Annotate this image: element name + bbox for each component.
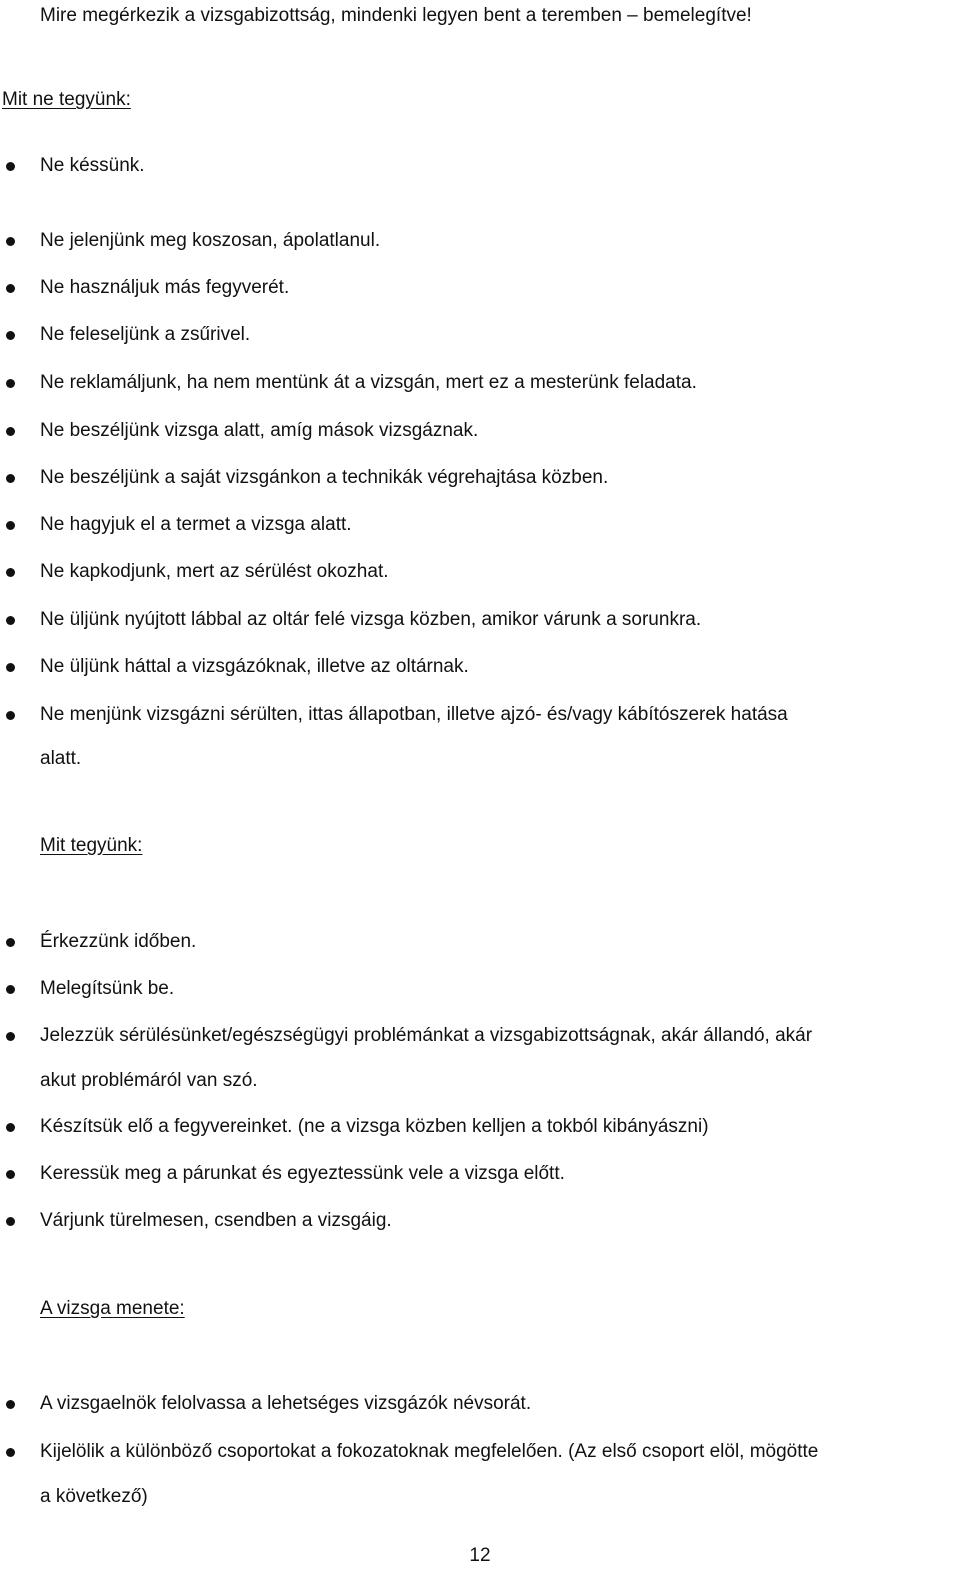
- bullet-icon: [6, 1448, 15, 1457]
- bullet-icon: [6, 985, 15, 994]
- list-item-text: Ne menjünk vizsgázni sérülten, ittas állapotban, illetve ajzó- és/vagy kábítószerek hatása: [40, 704, 788, 725]
- bullet-icon: [6, 331, 15, 340]
- list-item-text: Ne üljünk háttal a vizsgázóknak, illetve az oltárnak.: [40, 656, 469, 677]
- list-item: [0, 1116, 960, 1140]
- list-item-text: Ne feleseljünk a zsűrivel.: [40, 324, 251, 345]
- section-heading-dont: Mit ne tegyünk:: [2, 89, 131, 110]
- list-item-text: Érkezzünk időben.: [40, 931, 197, 952]
- list-item-text: Ne üljünk nyújtott lábbal az oltár felé vizsga közben, amikor várunk a sorunkra.: [40, 609, 702, 630]
- list-item-text: Ne késsünk.: [40, 155, 145, 176]
- list-item: [0, 277, 960, 301]
- list-item-text: A vizsgaelnök felolvassa a lehetséges vizsgázók névsorát.: [40, 1393, 532, 1414]
- list-item-text: Várjunk türelmesen, csendben a vizsgáig.: [40, 1210, 392, 1231]
- intro-text: Mire megérkezik a vizsgabizottság, mindenki legyen bent a teremben – bemelegítve!: [40, 5, 752, 26]
- bullet-icon: [6, 568, 15, 577]
- bullet-icon: [6, 1170, 15, 1179]
- list-item-text: Ne reklamáljunk, ha nem mentünk át a vizsgán, mert ez a mesterünk feladata.: [40, 372, 697, 393]
- list-item: [0, 467, 960, 491]
- bullet-icon: [6, 1123, 15, 1132]
- section-heading-exam: A vizsga menete:: [40, 1298, 185, 1319]
- list-item: [0, 514, 960, 538]
- list-item: [0, 230, 960, 254]
- bullet-icon: [6, 284, 15, 293]
- list-item: [0, 656, 960, 680]
- bullet-icon: [6, 663, 15, 672]
- bullet-icon: [6, 1217, 15, 1226]
- list-item: [0, 704, 960, 728]
- list-item: [0, 1210, 960, 1234]
- list-item-text: Melegítsünk be.: [40, 978, 175, 999]
- list-item-text: Ne beszéljünk vizsga alatt, amíg mások vizsgáznak.: [40, 420, 479, 441]
- list-item: [0, 978, 960, 1002]
- list-item: [0, 1163, 960, 1187]
- bullet-icon: [6, 616, 15, 625]
- bullet-icon: [6, 1400, 15, 1409]
- list-item: [0, 609, 960, 633]
- list-item-text: Ne hagyjuk el a termet a vizsga alatt.: [40, 514, 352, 535]
- bullet-icon: [6, 379, 15, 388]
- list-item: [0, 324, 960, 348]
- list-item: [0, 155, 960, 179]
- bullet-icon: [6, 711, 15, 720]
- list-item-text: Jelezzük sérülésünket/egészségügyi problémánkat a vizsgabizottságnak, akár állandó, akár: [40, 1025, 813, 1046]
- bullet-icon: [6, 427, 15, 436]
- bullet-icon: [6, 237, 15, 246]
- bullet-icon: [6, 1032, 15, 1041]
- bullet-icon: [6, 474, 15, 483]
- list-item: [0, 561, 960, 585]
- list-item: [0, 1025, 960, 1049]
- list-item-text: Kijelölik a különböző csoportokat a fokozatoknak megfelelően. (Az első csoport elöl, mögötte: [40, 1441, 819, 1462]
- list-item-text: Készítsük elő a fegyvereinket. (ne a vizsga közben kelljen a tokból kibányászni): [40, 1116, 709, 1137]
- list-item-text: Keressük meg a párunkat és egyeztessünk vele a vizsga előtt.: [40, 1163, 565, 1184]
- section-heading-do: Mit tegyünk:: [40, 835, 143, 856]
- list-item: [0, 372, 960, 396]
- bullet-icon: [6, 938, 15, 947]
- list-item-continuation: akut problémáról van szó.: [40, 1070, 258, 1091]
- list-item: [0, 420, 960, 444]
- list-item: [0, 1393, 960, 1417]
- list-item-text: Ne használjuk más fegyverét.: [40, 277, 290, 298]
- list-item-text: Ne beszéljünk a saját vizsgánkon a technikák végrehajtása közben.: [40, 467, 609, 488]
- list-item-text: Ne jelenjünk meg koszosan, ápolatlanul.: [40, 230, 381, 251]
- list-item-continuation: a következő): [40, 1486, 148, 1507]
- list-item-text: Ne kapkodjunk, mert az sérülést okozhat.: [40, 561, 389, 582]
- bullet-icon: [6, 521, 15, 530]
- list-item-continuation: alatt.: [40, 748, 82, 769]
- page-number: 12: [469, 1545, 491, 1566]
- list-item: [0, 931, 960, 955]
- list-item: [0, 1441, 960, 1465]
- bullet-icon: [6, 162, 15, 171]
